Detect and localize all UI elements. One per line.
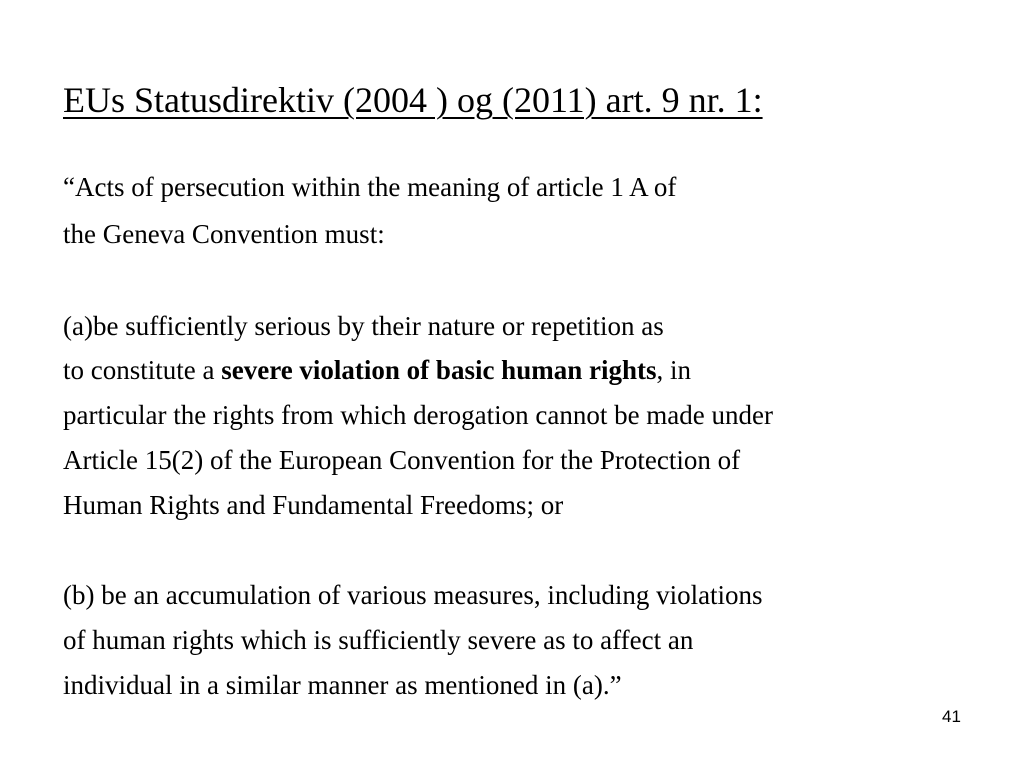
item-a-line-2 [63, 354, 691, 386]
item-b-line-2: of human rights which is sufficiently severe as to affect an [63, 625, 694, 655]
item-a-line-4: Article 15(2) of the European Convention for the Protection of [63, 445, 741, 475]
item-a-line-2-start: to constitute a [63, 355, 222, 385]
item-a-line-3: particular the rights from which derogation cannot be made under [63, 400, 774, 430]
item-a-line-1: (a)be sufficiently serious by their nature or repetition as [63, 311, 664, 341]
emphasized-phrase: severe violation of basic human rights [221, 355, 657, 385]
item-a-line-2-end: , in [656, 355, 691, 385]
intro-line-2: the Geneva Convention must: [63, 219, 385, 249]
item-b-line-3: individual in a similar manner as mentioned in (a).” [63, 670, 622, 700]
slide-title: EUs Statusdirektiv (2004 ) og (2011) art. 9 nr. 1: [63, 80, 763, 120]
intro-line-1: “Acts of persecution within the meaning of article 1 A of [63, 172, 677, 202]
item-b-line-1: (b) be an accumulation of various measures, including violations [63, 580, 763, 610]
page-number: 41 [942, 707, 961, 726]
item-a-line-5: Human Rights and Fundamental Freedoms; or [63, 490, 564, 520]
